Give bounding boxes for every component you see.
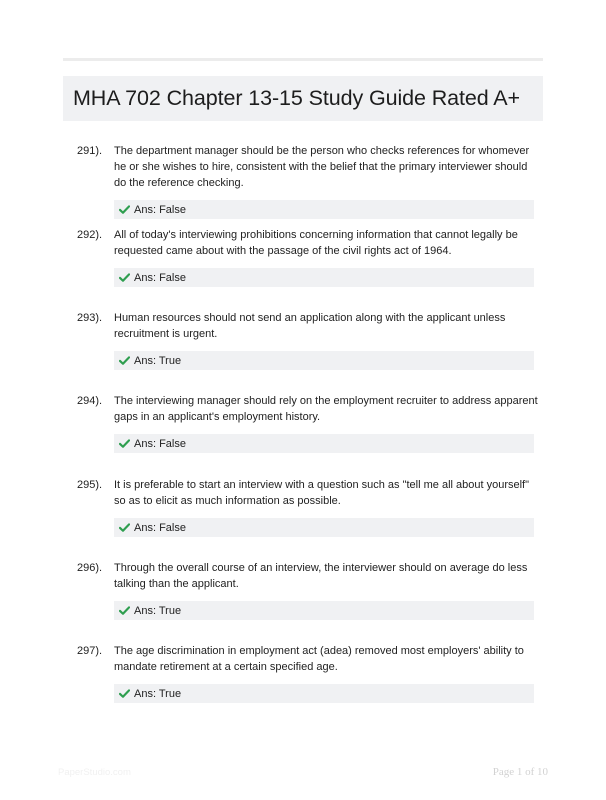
check-icon [119, 273, 130, 282]
answer-text: Ans: False [134, 203, 186, 216]
question-number: 297). [77, 645, 103, 657]
check-icon [119, 606, 130, 615]
question-number: 292). [77, 229, 103, 241]
question-text: The department manager should be the person who checks references for whomever he or she wishes to hire, consistent with the belief that the primary interviewer should do the reference checking. [114, 145, 530, 189]
question-text: It is preferable to start an interview with a question such as "tell me all about yourself" so as to elicit as much information as possible. [114, 479, 530, 507]
answer-box [114, 684, 534, 703]
question-item [0, 143, 606, 227]
question-number: 295). [77, 479, 103, 491]
check-icon [119, 523, 130, 532]
question-list [0, 143, 606, 713]
answer-text: Ans: True [134, 604, 182, 617]
question-item [0, 310, 606, 393]
question-text: All of today's interviewing prohibitions concerning information that cannot legally be requested came about with the passage of the civil rights act of 1964. [114, 229, 518, 257]
page-indicator: Page 1 of 10 [492, 766, 548, 778]
check-icon [119, 205, 130, 214]
answer-text: Ans: True [134, 687, 182, 700]
answer-text: Ans: False [134, 271, 186, 284]
question-item [0, 477, 606, 560]
page-title: MHA 702 Chapter 13-15 Study Guide Rated A+ [73, 86, 520, 110]
check-icon [119, 439, 130, 448]
question-item [0, 393, 606, 477]
question-text: The age discrimination in employment act (adea) removed most employers' ability to mandate retirement at a certain specified age. [114, 645, 524, 673]
answer-box [114, 434, 534, 453]
question-text: Through the overall course of an interview, the interviewer should on average do less talking than the applicant. [114, 562, 528, 590]
question-number: 293). [77, 312, 103, 324]
top-divider [63, 58, 543, 61]
answer-box [114, 200, 534, 219]
check-icon [119, 356, 130, 365]
question-item [0, 643, 606, 713]
answer-box [114, 601, 534, 620]
question-number: 296). [77, 562, 103, 574]
question-number: 291). [77, 145, 103, 157]
check-icon [119, 689, 130, 698]
question-item [0, 227, 606, 310]
answer-text: Ans: False [134, 521, 186, 534]
question-item [0, 560, 606, 643]
answer-box [114, 518, 534, 537]
question-text: The interviewing manager should rely on the employment recruiter to address apparent gaps in an applicant's employment history. [114, 395, 538, 423]
answer-text: Ans: False [134, 437, 186, 450]
title-bar [63, 76, 543, 121]
answer-text: Ans: True [134, 354, 182, 367]
watermark: PaperStudio.com [58, 767, 131, 778]
question-number: 294). [77, 395, 103, 407]
question-text: Human resources should not send an application along with the applicant unless recruitment is urgent. [114, 312, 506, 340]
answer-box [114, 268, 534, 287]
answer-box [114, 351, 534, 370]
